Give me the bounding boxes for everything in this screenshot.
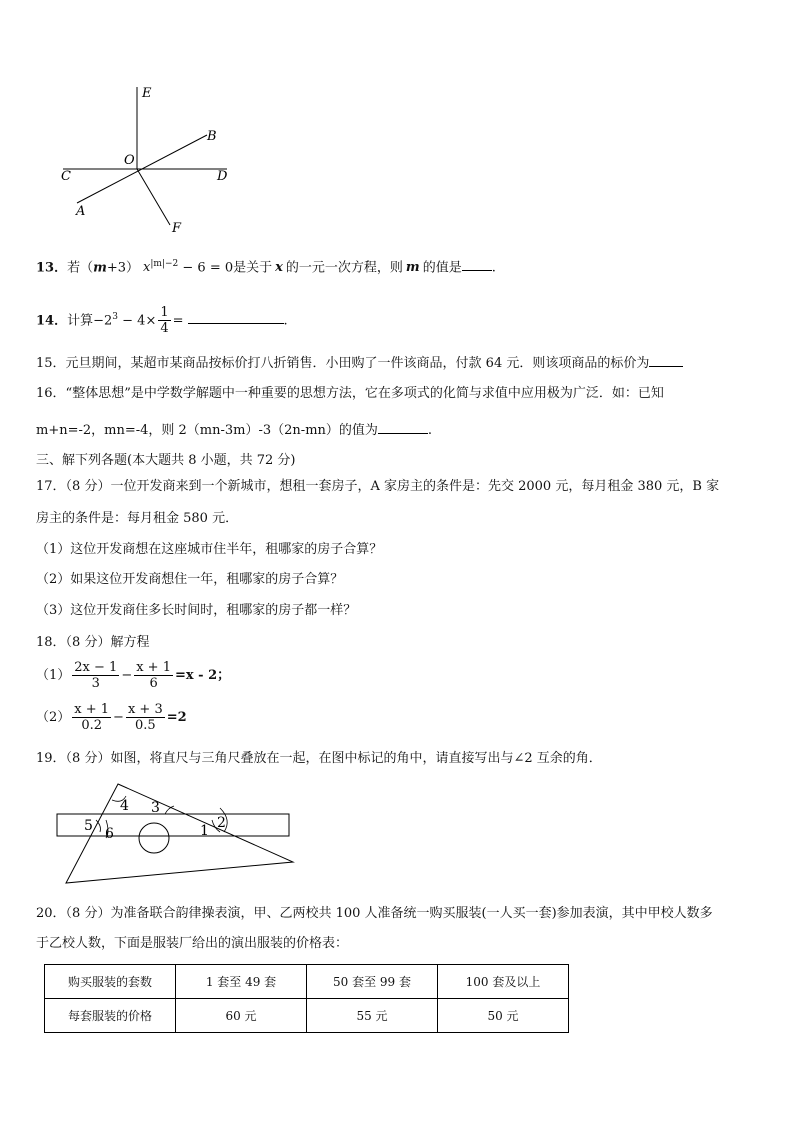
q18-p1-f1-den: 3	[91, 676, 100, 691]
q14-frac-num: 1	[160, 305, 169, 321]
angle-label-5: 5	[84, 818, 93, 834]
q14-answer-blank[interactable]	[188, 311, 284, 324]
question-15	[36, 354, 683, 373]
q14-fraction	[158, 305, 170, 336]
q13-x2: x	[275, 260, 283, 276]
angle-label-3: 3	[151, 800, 160, 816]
q18-p2-fraction-1	[72, 702, 111, 733]
q18-p1-fraction-1	[72, 660, 119, 691]
q18-p2-f1-den: 0.2	[81, 718, 102, 733]
q14-number: 14．	[36, 313, 68, 329]
q18-p1-minus: −	[121, 668, 133, 683]
question-18-title: 18．（8 分）解方程	[36, 635, 150, 650]
label-B: B	[207, 129, 217, 144]
q13-number: 13．	[36, 260, 68, 276]
table-cell: 购买服装的套数	[45, 965, 176, 999]
line-OF	[137, 169, 170, 225]
q14-pre: 计算	[67, 313, 94, 329]
label-O: O	[124, 153, 135, 168]
q13-mid2: 的一元一次方程，则	[285, 260, 403, 276]
label-F: F	[172, 221, 182, 236]
table-cell: 50 元	[438, 999, 569, 1033]
q14-frac-den: 4	[160, 321, 169, 337]
q18-p1-rhs: =x - 2；	[174, 668, 231, 683]
question-17-sub3: （3）这位开发商住多长时间时，租哪家的房子都一样？	[36, 603, 357, 618]
q14-eq: =	[172, 313, 184, 329]
q13-mid: 是关于	[233, 260, 273, 276]
q18-p1-f2-den: 6	[149, 676, 158, 691]
question-17-line2: 房主的条件是：每月租金 580 元．	[36, 511, 239, 526]
ruler-triangle-figure	[50, 780, 300, 890]
question-14	[36, 302, 288, 336]
table-row	[45, 999, 569, 1033]
question-17-line1: 17．（8 分）一位开发商来到一个新城市，想租一套房子，A 家房主的条件是：先交 2000 元，每月租金 380 元，B 家	[36, 479, 720, 494]
table-cell: 100 套及以上	[438, 965, 569, 999]
label-C: C	[61, 169, 71, 184]
q13-m: m	[93, 260, 107, 276]
q15-answer-blank[interactable]	[649, 354, 683, 367]
q13-eq: − 6 = 0	[178, 260, 234, 276]
q18-p1-label: （1）	[36, 668, 71, 683]
angle-label-6: 6	[105, 826, 114, 842]
q13-exponent: |m|−2	[150, 259, 179, 269]
q16-answer-blank[interactable]	[378, 421, 428, 434]
q15-text: 15．元旦期间，某超市某商品按标价打八折销售．小田购了一件该商品，付款 64 元．则该项商品的标价为	[36, 356, 650, 371]
q18-p1-f1-num: 2x − 1	[74, 660, 118, 675]
q16-line2-text: m+n=-2，mn=-4，则 2（mn-3m）-3（2n-mn）的值为	[36, 423, 378, 438]
q18-p2-f2-den: 0.5	[134, 718, 156, 733]
q18-p2-label: （2）	[36, 710, 71, 725]
angle-label-4: 4	[120, 798, 129, 814]
question-20-line2: 于乙校人数，下面是服装厂给出的演出服装的价格表：	[36, 936, 349, 951]
q14-rest: − 4×	[118, 313, 157, 329]
question-17-sub2: （2）如果这位开发商想住一年，租哪家的房子合算？	[36, 572, 344, 587]
q14-expr: −2	[93, 313, 113, 329]
table-cell: 1 套至 49 套	[176, 965, 307, 999]
question-18-part1	[36, 660, 230, 692]
table-cell: 50 套至 99 套	[307, 965, 438, 999]
triangle	[66, 784, 293, 883]
q13-pre: 若（	[67, 260, 94, 276]
q14-end: .	[283, 313, 288, 329]
table-cell: 60 元	[176, 999, 307, 1033]
q14-exponent: 3	[112, 312, 119, 322]
q13-m2: m	[405, 260, 420, 276]
q18-p2-f1-num: x + 1	[74, 702, 110, 717]
angle-figure	[55, 82, 245, 237]
table-cell: 55 元	[307, 999, 438, 1033]
q18-p2-minus: −	[113, 710, 124, 725]
q13-x: x	[143, 260, 151, 276]
q13-post: 的值是	[422, 260, 462, 276]
table-row	[45, 965, 569, 999]
q13-answer-blank[interactable]	[462, 258, 492, 271]
label-A: A	[76, 204, 86, 219]
price-table	[44, 964, 569, 1033]
q13-end: .	[491, 260, 496, 276]
question-16-line1: 16．“整体思想”是中学数学解题中一种重要的思想方法，它在多项式的化简与求值中应用极为广泛．如：已知	[36, 386, 664, 401]
question-16-line2	[36, 421, 432, 440]
angle-label-1: 1	[200, 823, 209, 839]
q13-plus3: +3）	[106, 260, 140, 276]
q18-p1-f2-num: x + 1	[136, 660, 171, 675]
label-D: D	[217, 169, 228, 184]
q18-p2-rhs: =2	[166, 710, 187, 725]
label-E: E	[142, 86, 152, 101]
angle-label-2: 2	[217, 815, 226, 831]
section-3-title: 三、解下列各题(本大题共 8 小题，共 72 分)	[36, 453, 296, 468]
q16-end: .	[427, 423, 433, 438]
question-17-sub1: （1）这位开发商想在这座城市住半年，租哪家的房子合算？	[36, 542, 383, 557]
q18-p1-fraction-2	[134, 660, 173, 691]
triangle-hole	[139, 823, 169, 853]
question-13	[36, 255, 496, 277]
question-20-line1: 20．（8 分）为准备联合韵律操表演，甲、乙两校共 100 人准备统一购买服装(一人买一套)参加表演，其中甲校人数多	[36, 906, 713, 921]
question-19: 19．（8 分）如图，将直尺与三角尺叠放在一起，在图中标记的角中，请直接写出与∠2 互余的角．	[36, 751, 602, 766]
q18-p2-f2-num: x + 3	[127, 702, 163, 717]
q18-p2-fraction-2	[126, 702, 165, 733]
table-cell: 每套服装的价格	[45, 999, 176, 1033]
question-18-part2	[36, 702, 187, 734]
